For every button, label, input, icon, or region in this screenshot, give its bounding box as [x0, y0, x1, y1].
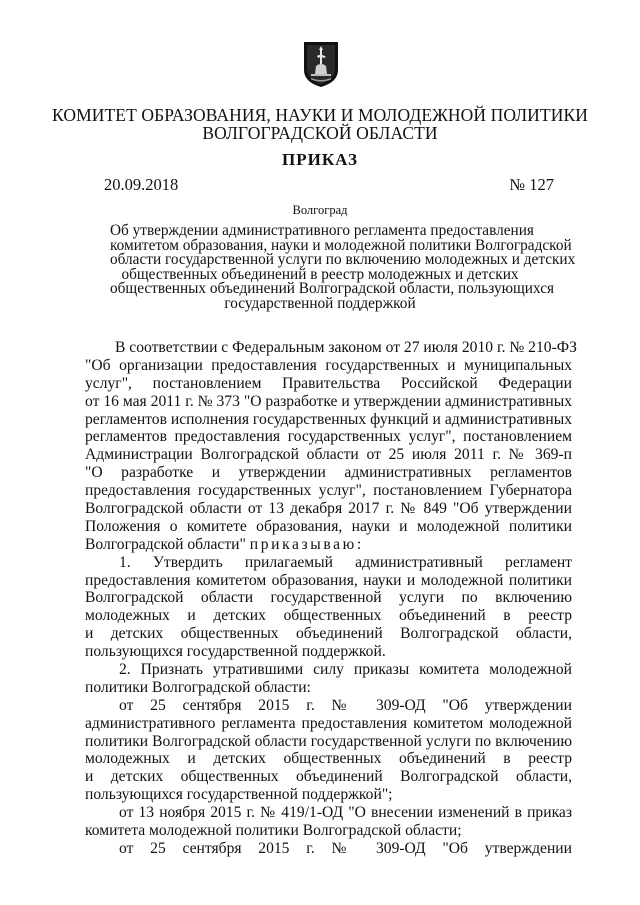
body-line: комитета молодежной политики Волгоградской области;: [85, 822, 462, 840]
body-line: и детских общественных объединений Волгоградской области,: [85, 625, 572, 643]
body-line: пользующихся государственной поддержкой.: [85, 643, 386, 661]
body-line: и детских общественных объединений Волгоградской области,: [85, 768, 572, 786]
body-line: [85, 536, 572, 554]
body-line: регламентов предоставления государственных услуг", постановлением: [85, 428, 572, 446]
subject-line: комитетом образования, науки и молодежной политики Волгоградской: [110, 236, 572, 254]
document-type: ПРИКАЗ: [282, 150, 358, 169]
body-line: 1. Утвердить прилагаемый административный регламент: [119, 553, 572, 571]
body-line: Администрации Волгоградской области от 25 июля 2011 г. № 369-п: [85, 446, 572, 464]
body-line: "О разработке и утверждении административных регламентов: [85, 464, 572, 482]
body-line: молодежных и детских общественных объединений в реестр: [85, 607, 572, 625]
body-line: услуг", постановлением Правительства Российской Федерации: [85, 374, 572, 392]
body-line: политики Волгоградской области:: [85, 678, 311, 696]
document-number: № 127: [509, 175, 554, 194]
body-line: политики Волгоградской области государственной услуги по включению: [85, 732, 572, 750]
document-body: [85, 339, 577, 858]
body-line: регламентов исполнения государственных функций и административных: [85, 410, 572, 428]
coat-of-arms-icon: [302, 40, 340, 88]
body-line: молодежных и детских общественных объединений в реестр: [85, 750, 572, 768]
body-line: 2. Признать утратившими силу приказы комитета молодежной: [119, 661, 572, 679]
subject-line: Об утверждении административного регламента предоставления: [110, 222, 534, 239]
order-word: приказываю:: [249, 535, 364, 553]
document-city: Волгоград: [292, 203, 348, 217]
body-line: пользующихся государственной поддержкой";: [85, 786, 393, 804]
document-date: 20.09.2018: [104, 175, 179, 194]
body-line: от 13 ноября 2015 г. № 419/1-ОД "О внесении изменений в приказ: [119, 804, 572, 822]
subject-line: области государственной услуги по включению молодежных и детских: [110, 251, 576, 269]
subject-line: общественных объединений Волгоградской области, пользующихся: [110, 280, 555, 298]
body-line: от 25 сентября 2015 г. № 309-ОД "Об утверждении: [119, 696, 572, 714]
body-line: В соответствии с Федеральным законом от 27 июля 2010 г. № 210-ФЗ: [115, 339, 577, 356]
body-line: Волгоградской области государственной услуги по включению: [85, 589, 572, 607]
body-line: Положения о комитете образования, науки и молодежной политики: [85, 517, 572, 535]
body-line: предоставления государственных услуг", постановлением Губернатора: [85, 482, 572, 500]
body-line: предоставления комитетом образования, науки и молодежной политики: [85, 571, 572, 589]
body-line: от 16 мая 2011 г. № 373 "О разработке и утверждении административных: [85, 392, 572, 410]
body-line-part: Волгоградской области": [85, 535, 246, 553]
subject-line: государственной поддержкой: [224, 294, 416, 312]
organization-name-line1: КОМИТЕТ ОБРАЗОВАНИЯ, НАУКИ И МОЛОДЕЖНОЙ ПОЛИТИКИ: [52, 105, 588, 125]
document-subject: [110, 222, 576, 312]
subject-line: общественных объединений в реестр молодежных и детских: [121, 265, 519, 283]
body-line: "Об организации предоставления государственных и муниципальных: [85, 356, 572, 374]
body-line: от 25 сентября 2015 г. № 309-ОД "Об утверждении: [119, 839, 572, 857]
body-line: административного регламента предоставления комитетом молодежной: [85, 714, 572, 732]
organization-name-line2: ВОЛГОГРАДСКОЙ ОБЛАСТИ: [202, 123, 438, 143]
body-line: Волгоградской области от 13 декабря 2017 г. № 849 "Об утверждении: [85, 500, 572, 518]
